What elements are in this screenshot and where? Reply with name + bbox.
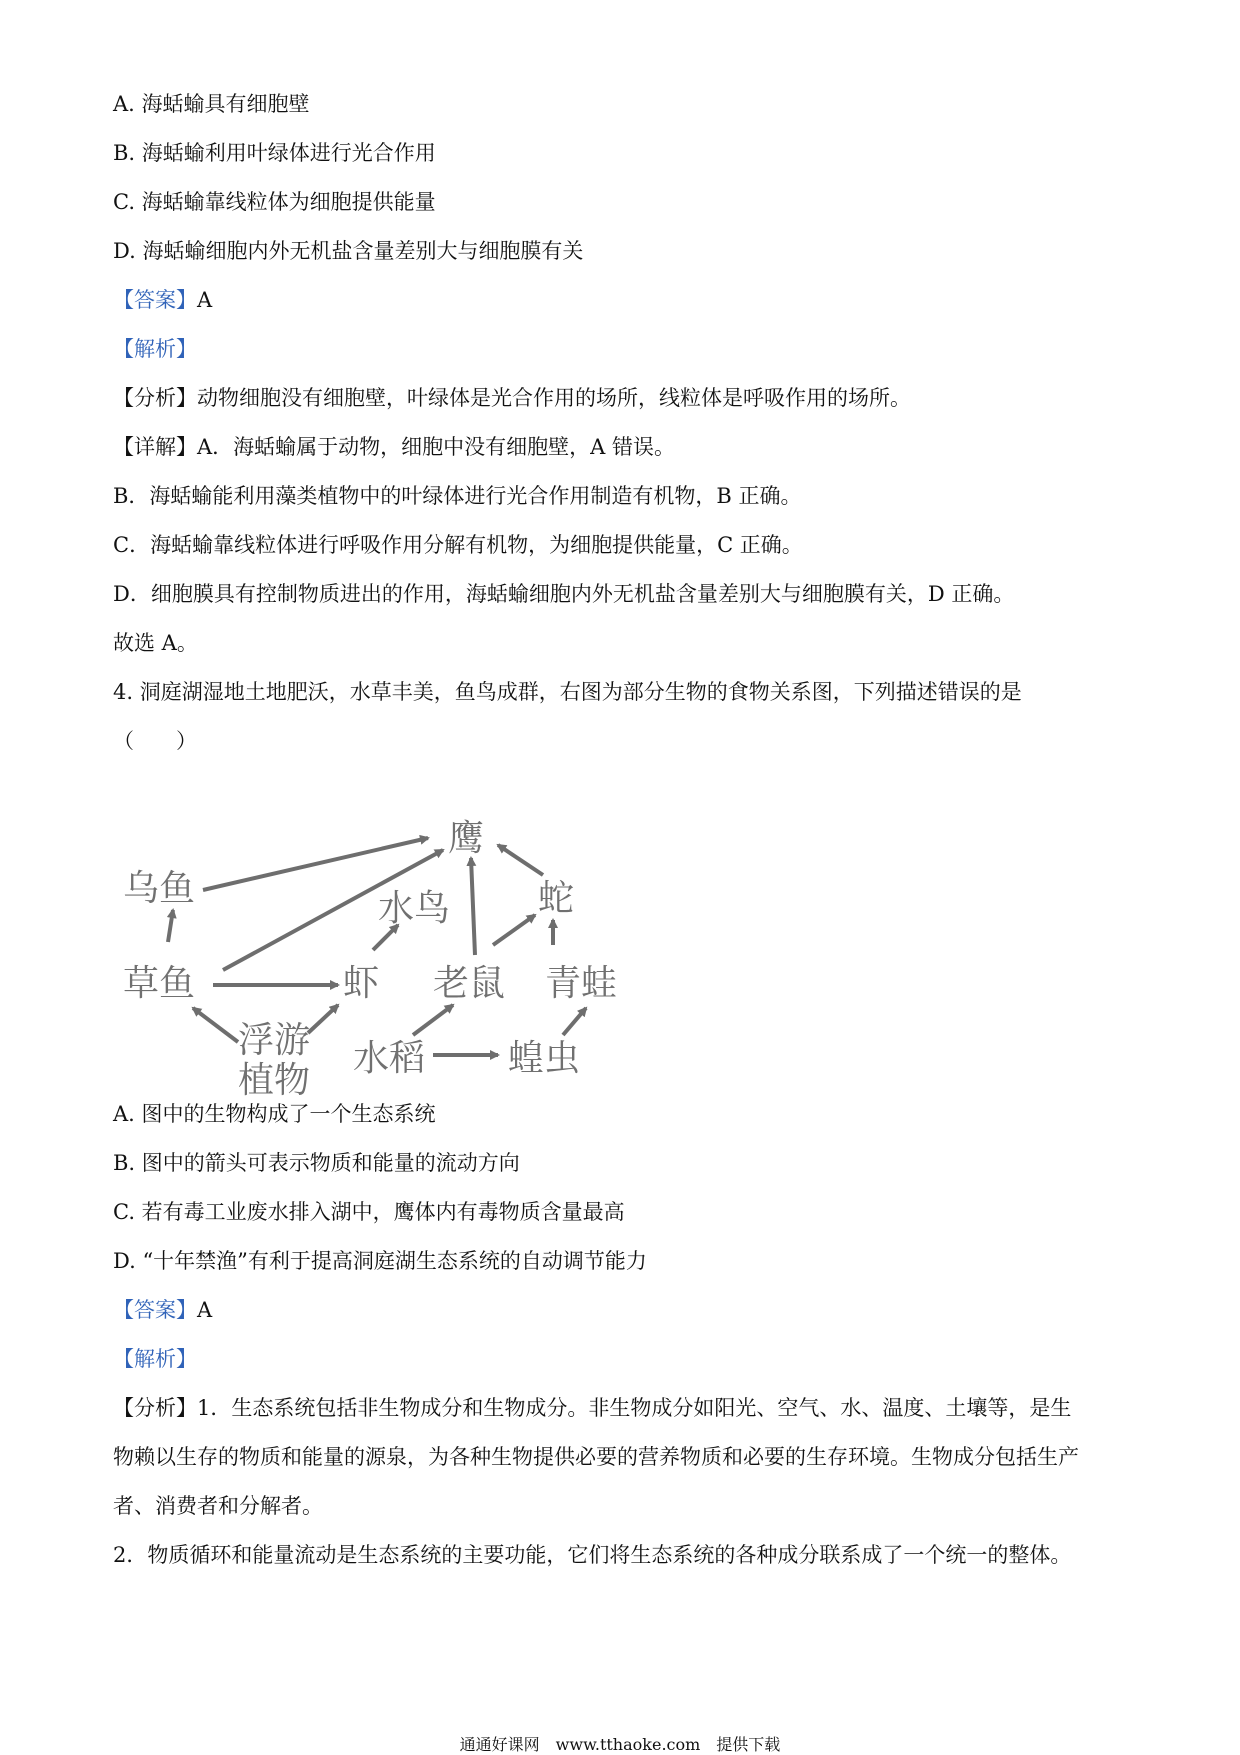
line-text: C．海蛞蝓靠线粒体进行呼吸作用分解有机物，为细胞提供能量，C 正确。 xyxy=(113,533,803,557)
text-line-l17 xyxy=(113,1198,625,1226)
section-tag: 【答案】 xyxy=(113,288,197,312)
line-text: A xyxy=(197,288,213,312)
page-footer: 通通好课网 www.tthaoke.com 提供下载 xyxy=(459,1735,781,1754)
edge-fuyou-caoyu xyxy=(193,1008,238,1042)
text-line-l11 xyxy=(113,580,1014,608)
line-text: D. “十年禁渔”有利于提高洞庭湖生态系统的自动调节能力 xyxy=(113,1249,647,1273)
text-line-l3 xyxy=(113,188,436,216)
line-text: A xyxy=(197,1298,213,1322)
text-line-l22 xyxy=(113,1443,1079,1471)
edge-laoshu-ying xyxy=(471,858,475,955)
node-huangchong: 蝗虫 xyxy=(508,1038,581,1079)
text-line-l19 xyxy=(113,1296,212,1324)
node-xia: 虾 xyxy=(343,963,380,1004)
text-line-l1 xyxy=(113,90,310,118)
line-text: D. 海蛞蝓细胞内外无机盐含量差别大与细胞膜有关 xyxy=(113,239,584,263)
text-line-l14 xyxy=(113,727,197,755)
text-line-l2 xyxy=(113,139,436,167)
node-she: 蛇 xyxy=(538,878,575,919)
edge-huangchong-qingwa xyxy=(563,1008,586,1035)
text-line-l21 xyxy=(113,1394,1071,1422)
text-line-l23 xyxy=(113,1492,323,1520)
node-zhiwu: 植物 xyxy=(238,1060,311,1100)
node-qingwa: 青蛙 xyxy=(545,963,618,1004)
food-web-diagram xyxy=(113,780,633,1100)
line-text: 【分析】动物细胞没有细胞壁，叶绿体是光合作用的场所，线粒体是呼吸作用的场所。 xyxy=(113,386,911,410)
text-line-l18 xyxy=(113,1247,647,1275)
text-line-l24 xyxy=(113,1541,1071,1569)
line-text: D．细胞膜具有控制物质进出的作用，海蛞蝓细胞内外无机盐含量差别大与细胞膜有关，D 正确。 xyxy=(113,582,1015,606)
node-caoyu: 草鱼 xyxy=(123,963,196,1004)
text-line-l13 xyxy=(113,678,1022,706)
text-line-l7 xyxy=(113,384,911,412)
section-tag: 【答案】 xyxy=(113,1298,197,1322)
text-line-l16 xyxy=(113,1149,520,1177)
text-line-l9 xyxy=(113,482,802,510)
line-text: C. 海蛞蝓靠线粒体为细胞提供能量 xyxy=(113,190,436,214)
line-text: （ ） xyxy=(113,729,197,753)
line-text: B. 图中的箭头可表示物质和能量的流动方向 xyxy=(113,1151,520,1175)
edge-wuyu-ying xyxy=(203,838,428,890)
line-text: C. 若有毒工业废水排入湖中，鹰体内有毒物质含量最高 xyxy=(113,1200,625,1224)
line-text: 【分析】1．生态系统包括非生物成分和生物成分。非生物成分如阳光、空气、水、温度、土壤等，是生 xyxy=(113,1396,1072,1420)
text-line-l6 xyxy=(113,335,197,363)
text-line-l4 xyxy=(113,237,583,265)
text-line-l12 xyxy=(113,629,198,657)
line-text: A. 图中的生物构成了一个生态系统 xyxy=(113,1102,436,1126)
food-web-svg xyxy=(113,780,633,1100)
text-line-l15 xyxy=(113,1100,436,1128)
node-wuyu: 乌鱼 xyxy=(123,868,196,909)
line-text: 者、消费者和分解者。 xyxy=(113,1494,323,1518)
line-text: B．海蛞蝓能利用藻类植物中的叶绿体进行光合作用制造有机物，B 正确。 xyxy=(113,484,802,508)
node-shuiniao: 水鸟 xyxy=(378,888,451,929)
section-tag: 【解析】 xyxy=(113,1347,197,1371)
edge-fuyou-xia xyxy=(308,1005,338,1033)
node-laoshu: 老鼠 xyxy=(433,963,506,1004)
text-line-l8 xyxy=(113,433,675,461)
text-line-l5 xyxy=(113,286,212,314)
line-text: A. 海蛞蝓具有细胞壁 xyxy=(113,92,310,116)
text-line-l20 xyxy=(113,1345,197,1373)
edge-caoyu-wuyu xyxy=(168,910,173,942)
node-shuidao: 水稻 xyxy=(353,1038,426,1079)
line-text: B. 海蛞蝓利用叶绿体进行光合作用 xyxy=(113,141,436,165)
line-text: 【详解】A．海蛞蝓属于动物，细胞中没有细胞壁，A 错误。 xyxy=(113,435,676,459)
line-text: 4. 洞庭湖湿地土地肥沃，水草丰美，鱼鸟成群，右图为部分生物的食物关系图，下列描述错误的是 xyxy=(113,680,1022,704)
edge-shuidao-laoshu xyxy=(413,1005,453,1035)
line-text: 物赖以生存的物质和能量的源泉，为各种生物提供必要的营养物质和必要的生存环境。生物成分包括生产 xyxy=(113,1445,1079,1469)
text-line-l10 xyxy=(113,531,803,559)
edge-laoshu-she xyxy=(493,915,535,945)
section-tag: 【解析】 xyxy=(113,337,197,361)
node-fuyou: 浮游 xyxy=(238,1020,311,1061)
line-text: 故选 A。 xyxy=(113,631,198,655)
edge-she-ying xyxy=(498,845,543,875)
line-text: 2．物质循环和能量流动是生态系统的主要功能，它们将生态系统的各种成分联系成了一个统一的整体。 xyxy=(113,1543,1072,1567)
node-ying: 鹰 xyxy=(448,818,485,859)
